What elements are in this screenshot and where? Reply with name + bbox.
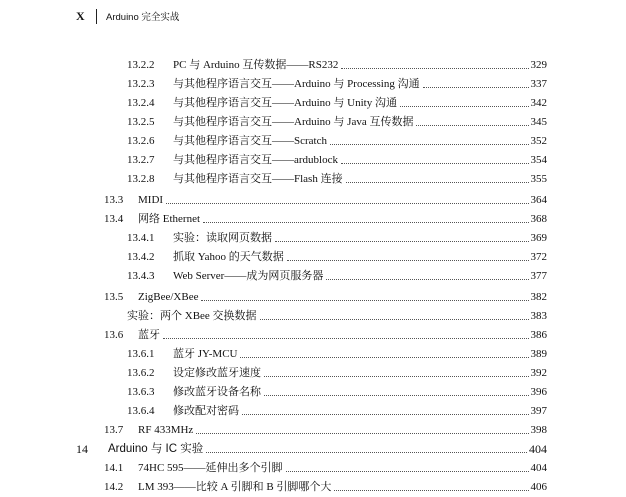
toc-entry <box>127 402 547 418</box>
toc-entry <box>127 364 547 380</box>
toc-entry <box>127 345 547 361</box>
toc-entry <box>104 288 547 304</box>
dot-leader <box>166 203 528 204</box>
dot-leader <box>196 433 528 434</box>
toc-entry <box>104 478 547 494</box>
toc-entry <box>127 248 547 264</box>
section-title: MIDI <box>138 194 164 206</box>
section-title: Web Server——成为网页服务器 <box>173 270 324 282</box>
toc-entry <box>104 459 547 475</box>
page-reference: 329 <box>530 59 547 71</box>
dot-leader <box>400 106 529 107</box>
section-number: 13.4.1 <box>127 232 155 244</box>
dot-leader <box>330 144 529 145</box>
section-title: 网络 Ethernet <box>138 213 201 225</box>
page-reference: 392 <box>530 367 547 379</box>
toc-entry <box>127 170 547 186</box>
section-title: 蓝牙 <box>138 329 160 341</box>
toc-entry <box>127 75 547 91</box>
header-divider <box>96 9 97 24</box>
section-title: 蓝牙 JY-MCU <box>173 348 238 360</box>
page-reference: 337 <box>530 78 547 90</box>
section-number: 13.2.5 <box>127 116 155 128</box>
section-title: 与其他程序语言交互——Flash 连接 <box>173 173 343 185</box>
toc-entry <box>127 267 547 283</box>
toc-entry <box>104 326 547 342</box>
page-reference: 342 <box>530 97 547 109</box>
running-header <box>76 8 179 24</box>
toc-entry <box>127 383 547 399</box>
page-number: X <box>76 8 85 23</box>
section-number: 13.7 <box>104 424 124 436</box>
dot-leader <box>163 338 529 339</box>
section-title: 74HC 595——延伸出多个引脚 <box>138 462 283 474</box>
section-title: 修改蓝牙设备名称 <box>173 386 261 398</box>
section-number: 13.5 <box>104 291 124 303</box>
dot-leader <box>286 471 529 472</box>
dot-leader <box>264 395 529 396</box>
section-title: 修改配对密码 <box>173 405 239 417</box>
section-number: 14.2 <box>104 481 124 493</box>
page-reference: 368 <box>530 213 547 225</box>
dot-leader <box>334 490 528 491</box>
page-reference: 404 <box>530 462 547 474</box>
dot-leader <box>287 260 529 261</box>
toc-entry <box>127 307 547 323</box>
dot-leader <box>341 68 528 69</box>
section-number: 13.6.3 <box>127 386 155 398</box>
toc-entry <box>127 132 547 148</box>
dot-leader <box>264 376 529 377</box>
section-number: 13.2.4 <box>127 97 155 109</box>
section-title: Arduino 与 IC 实验 <box>108 443 204 455</box>
toc-entry <box>104 210 547 226</box>
page-reference: 383 <box>530 310 547 322</box>
section-number: 13.2.6 <box>127 135 155 147</box>
dot-leader <box>203 222 528 223</box>
section-number: 13.4.3 <box>127 270 155 282</box>
page-reference: 396 <box>530 386 547 398</box>
toc-entry <box>127 94 547 110</box>
dot-leader <box>201 300 528 301</box>
toc-entry <box>76 440 547 456</box>
book-title: Arduino 完全实战 <box>106 12 180 23</box>
section-number: 13.2.7 <box>127 154 155 166</box>
dot-leader <box>275 241 529 242</box>
section-title: 实验：两个 XBee 交换数据 <box>127 310 257 322</box>
section-number: 13.3 <box>104 194 124 206</box>
section-number: 14 <box>76 442 88 456</box>
page-reference: 352 <box>530 135 547 147</box>
page-reference: 398 <box>530 424 547 436</box>
dot-leader <box>240 357 528 358</box>
section-title: 与其他程序语言交互——Arduino 与 Java 互传数据 <box>173 116 414 128</box>
section-number: 13.2.3 <box>127 78 155 90</box>
toc-entry <box>127 56 547 72</box>
section-title: PC 与 Arduino 互传数据——RS232 <box>173 59 339 71</box>
section-title: 与其他程序语言交互——Arduino 与 Processing 沟通 <box>173 78 420 90</box>
section-number: 13.6.2 <box>127 367 155 379</box>
toc-entry <box>104 421 547 437</box>
page-reference: 404 <box>529 442 547 456</box>
dot-leader <box>341 163 529 164</box>
section-number: 13.2.2 <box>127 59 155 71</box>
section-title: 抓取 Yahoo 的天气数据 <box>173 251 284 263</box>
dot-leader <box>260 319 529 320</box>
page-reference: 382 <box>530 291 547 303</box>
section-title: 与其他程序语言交互——Scratch <box>173 135 327 147</box>
section-number: 13.2.8 <box>127 173 155 185</box>
section-title: 实验：读取网页数据 <box>173 232 272 244</box>
page-reference: 355 <box>530 173 547 185</box>
dot-leader <box>423 87 529 88</box>
section-title: LM 393——比较 A 引脚和 B 引脚哪个大 <box>138 481 332 493</box>
section-number: 13.6.1 <box>127 348 155 360</box>
toc-entry <box>127 229 547 245</box>
section-number: 13.6 <box>104 329 124 341</box>
page-reference: 372 <box>530 251 547 263</box>
section-title: 设定修改蓝牙速度 <box>173 367 261 379</box>
page-reference: 389 <box>530 348 547 360</box>
dot-leader <box>346 182 529 183</box>
section-title: ZigBee/XBee <box>138 291 199 303</box>
section-title: 与其他程序语言交互——ardublock <box>173 154 338 166</box>
page-reference: 397 <box>530 405 547 417</box>
dot-leader <box>206 452 527 453</box>
page-reference: 364 <box>530 194 547 206</box>
dot-leader <box>326 279 528 280</box>
dot-leader <box>416 125 528 126</box>
page-reference: 386 <box>530 329 547 341</box>
dot-leader <box>242 414 529 415</box>
section-title: RF 433MHz <box>138 424 194 436</box>
toc-entry <box>127 113 547 129</box>
section-number: 14.1 <box>104 462 124 474</box>
section-number: 13.4.2 <box>127 251 155 263</box>
page-reference: 354 <box>530 154 547 166</box>
page-reference: 406 <box>530 481 547 493</box>
toc-entry <box>104 191 547 207</box>
section-number: 13.4 <box>104 213 124 225</box>
section-number: 13.6.4 <box>127 405 155 417</box>
toc-entry <box>127 151 547 167</box>
section-title: 与其他程序语言交互——Arduino 与 Unity 沟通 <box>173 97 397 109</box>
page-reference: 345 <box>530 116 547 128</box>
page-reference: 377 <box>530 270 547 282</box>
page-reference: 369 <box>530 232 547 244</box>
